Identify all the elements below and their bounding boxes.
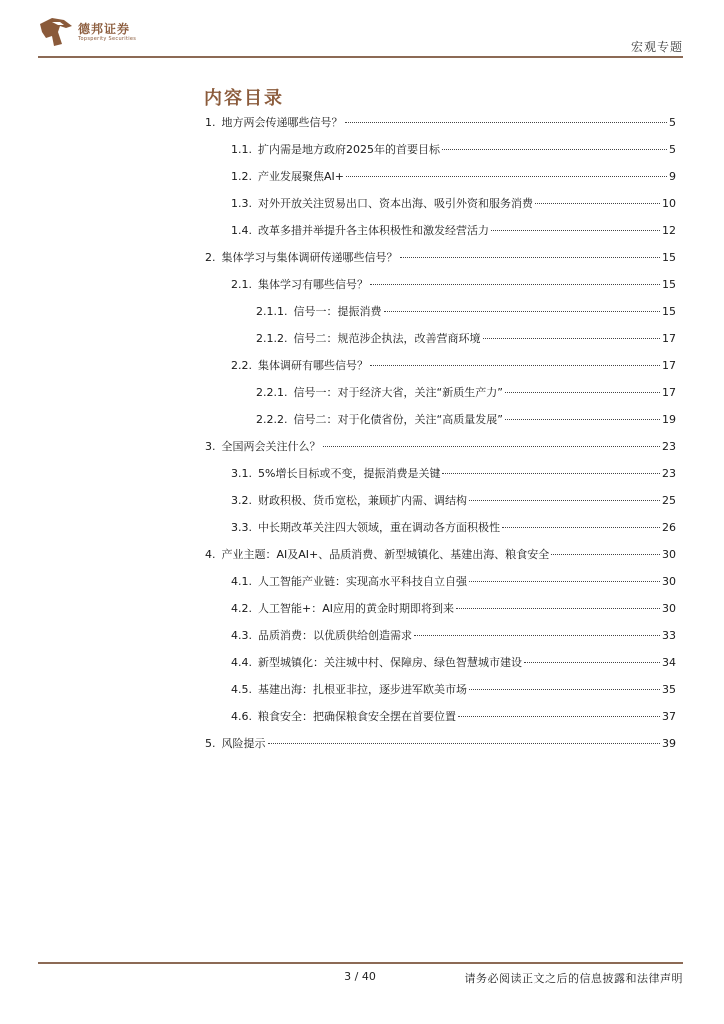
toc-entry[interactable]: 2.1.1. 信号一：提振消费 15 [256, 305, 676, 318]
toc-entry[interactable]: 4.6. 粮食安全：把确保粮食安全摆在首要位置 37 [231, 710, 676, 723]
toc-entry[interactable]: 5. 风险提示 39 [205, 737, 676, 750]
report-section: 宏观专题 [630, 40, 683, 54]
page-header [38, 12, 683, 58]
toc-entry[interactable]: 4.4. 新型城镇化：关注城中村、保障房、绿色智慧城市建设 34 [231, 656, 676, 669]
page-number: 3 / 40 [344, 970, 376, 983]
toc-entry[interactable]: 4. 产业主题：AI及AI+、品质消费、新型城镇化、基建出海、粮食安全 30 [205, 548, 676, 561]
toc-entry[interactable]: 4.1. 人工智能产业链：实现高水平科技自立自强 30 [231, 575, 676, 588]
toc-entry[interactable]: 1.3. 对外开放关注贸易出口、资本出海、吸引外资和服务消费 10 [231, 197, 676, 210]
toc-entry[interactable]: 1.2. 产业发展聚焦AI+ 9 [231, 170, 676, 183]
toc-entry[interactable]: 3.2. 财政积极、货币宽松，兼顾扩内需、调结构 25 [231, 494, 676, 507]
toc-title: 内容目录 [204, 88, 284, 109]
legal-disclaimer: 请务必阅读正文之后的信息披露和法律声明 [464, 972, 683, 985]
toc-entry[interactable]: 2.2. 集体调研有哪些信号？ 17 [231, 359, 676, 372]
toc-entry[interactable]: 2.1. 集体学习有哪些信号？ 15 [231, 278, 676, 291]
toc-entry[interactable]: 3. 全国两会关注什么？ 23 [205, 440, 676, 453]
header-divider [38, 56, 683, 58]
brand-name-cn: 德邦证券 [78, 21, 131, 36]
toc-entry[interactable]: 1. 地方两会传递哪些信号？ 5 [205, 116, 676, 129]
brand-name-en: Topsperity Securities [78, 35, 137, 42]
toc-entry[interactable]: 4.5. 基建出海：扎根亚非拉，逐步进军欧美市场 35 [231, 683, 676, 696]
toc-entry[interactable]: 4.2. 人工智能+：AI应用的黄金时期即将到来 30 [231, 602, 676, 615]
toc-entry[interactable]: 4.3. 品质消费：以优质供给创造需求 33 [231, 629, 676, 642]
toc-entry[interactable]: 2.2.1. 信号一：对于经济大省，关注“新质生产力” 17 [256, 386, 676, 399]
brand-logo [38, 16, 136, 48]
toc-entry[interactable]: 2.1.2. 信号二：规范涉企执法，改善营商环境 17 [256, 332, 676, 345]
toc-entry[interactable]: 2.2.2. 信号二：对于化债省份，关注“高质量发展” 19 [256, 413, 676, 426]
toc-entry[interactable]: 3.1. 5%增长目标或不变，提振消费是关键 23 [231, 467, 676, 480]
toc-entry[interactable]: 3.3. 中长期改革关注四大领域，重在调动各方面积极性 26 [231, 521, 676, 534]
toc-entry[interactable]: 1.1. 扩内需是地方政府2025年的首要目标 5 [231, 143, 676, 156]
toc-entry[interactable]: 2. 集体学习与集体调研传递哪些信号？ 15 [205, 251, 676, 264]
toc-entry[interactable]: 1.4. 改革多措并举提升各主体积极性和激发经营活力 12 [231, 224, 676, 237]
footer-divider [38, 962, 683, 964]
brand-logo-icon [38, 16, 74, 48]
